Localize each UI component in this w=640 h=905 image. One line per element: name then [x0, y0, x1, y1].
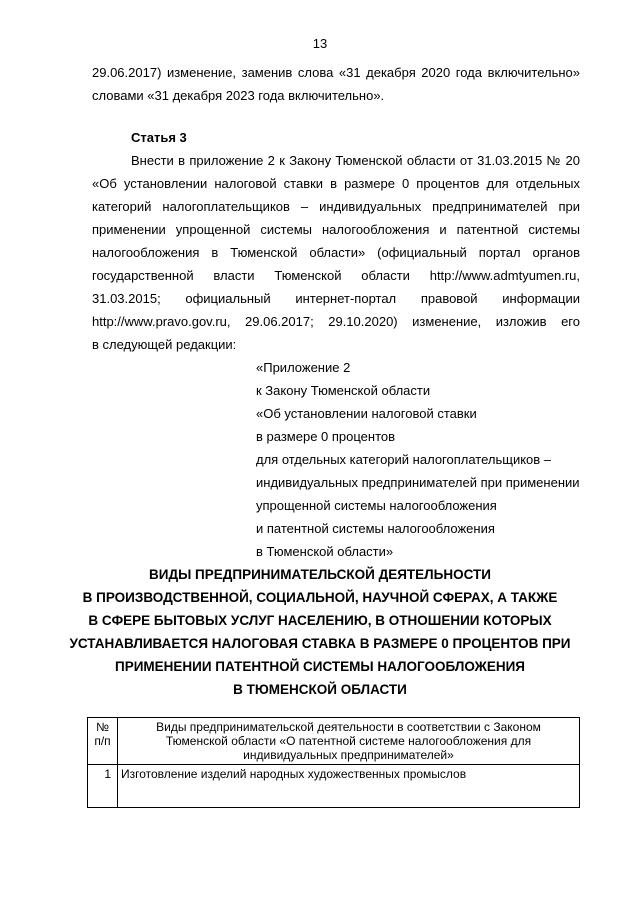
header-number-cell	[88, 718, 118, 765]
article-line: категорий налогоплательщиков – индивидуальных предпринимателей при	[92, 199, 580, 214]
header-number-symbol: №	[96, 720, 109, 734]
heading-line: ПРИМЕНЕНИИ ПАТЕНТНОЙ СИСТЕМЫ НАЛОГООБЛОЖЕНИЯ	[114, 659, 526, 674]
table-header-row	[88, 718, 580, 765]
appendix-line: для отдельных категорий налогоплательщиков –	[256, 452, 552, 467]
page-number: 13	[312, 36, 328, 51]
article-line: http://www.pravo.gov.ru, 29.06.2017; 29.10.2020) изменение, изложив его	[92, 314, 580, 329]
appendix-line: упрощенной системы налогообложения	[256, 498, 497, 513]
article-line: в следующей редакции:	[92, 337, 237, 352]
heading-line: УСТАНАВЛИВАЕТСЯ НАЛОГОВАЯ СТАВКА В РАЗМЕРЕ 0 ПРОЦЕНТОВ ПРИ	[69, 636, 571, 651]
article-title: Статья 3	[131, 130, 187, 145]
article-line: Внести в приложение 2 к Закону Тюменской области от 31.03.2015 № 20	[131, 153, 580, 168]
header-activity-line: Тюменской области «О патентной системе налогообложения для	[165, 734, 532, 748]
header-activity-cell	[118, 718, 580, 765]
appendix-line: «Приложение 2	[256, 360, 351, 375]
activities-table	[87, 717, 580, 808]
row-number-cell: 1	[88, 765, 118, 808]
heading-line: В ПРОИЗВОДСТВЕННОЙ, СОЦИАЛЬНОЙ, НАУЧНОЙ СФЕРАХ, А ТАКЖЕ	[82, 590, 558, 605]
header-activity-line: индивидуальных предпринимателей»	[243, 748, 454, 762]
appendix-line: «Об установлении налоговой ставки	[256, 406, 477, 421]
intro-line: словами «31 декабря 2023 года включительно».	[92, 88, 385, 103]
article-line: государственной власти Тюменской области http://www.admtyumen.ru,	[92, 268, 580, 283]
header-activity-line: Виды предпринимательской деятельности в соответствии с Законом	[156, 720, 541, 734]
heading-line: В ТЮМЕНСКОЙ ОБЛАСТИ	[233, 682, 407, 697]
article-line: «Об установлении налоговой ставки в размере 0 процентов для отдельных	[92, 176, 580, 191]
header-number-abbr: п/п	[94, 734, 111, 748]
article-line: 31.03.2015; официальный интернет-портал правовой информации	[92, 291, 580, 306]
intro-line: 29.06.2017) изменение, заменив слова «31 декабря 2020 года включительно»	[92, 65, 580, 80]
heading-line: ВИДЫ ПРЕДПРИНИМАТЕЛЬСКОЙ ДЕЯТЕЛЬНОСТИ	[149, 567, 491, 582]
article-line: налогообложения в Тюменской области» (официальный портал органов	[92, 245, 580, 260]
appendix-line: индивидуальных предпринимателей при применении	[256, 475, 580, 490]
appendix-line: в размере 0 процентов	[256, 429, 396, 444]
appendix-line: к Закону Тюменской области	[256, 383, 431, 398]
row-activity-cell: Изготовление изделий народных художественных промыслов	[118, 765, 580, 808]
appendix-line: в Тюменской области»	[256, 544, 394, 559]
heading-line: В СФЕРЕ БЫТОВЫХ УСЛУГ НАСЕЛЕНИЮ, В ОТНОШЕНИИ КОТОРЫХ	[88, 613, 552, 628]
appendix-line: и патентной системы налогообложения	[256, 521, 495, 536]
article-line: применении упрощенной системы налогообложения и патентной системы	[92, 222, 580, 237]
table-row	[88, 765, 580, 808]
